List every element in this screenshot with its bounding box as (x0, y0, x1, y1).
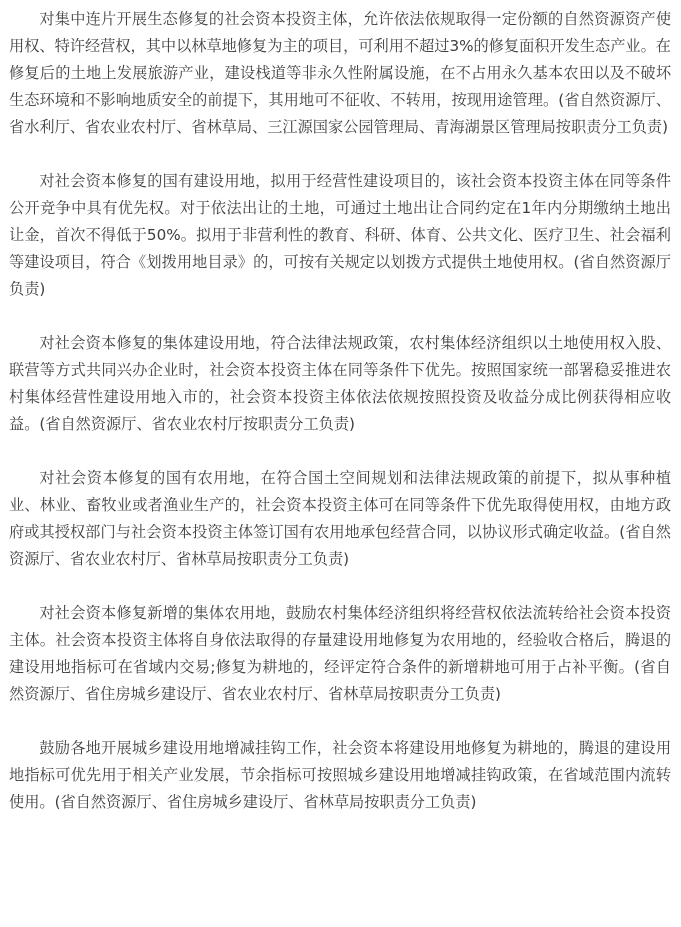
paragraph-state-construction-land: 对社会资本修复的国有建设用地，拟用于经营性建设项目的，该社会资本投资主体在同等条件公开竞争中具有优先权。对于依法出让的土地，可通过土地出让合同约定在1年内分期缴纳土地出让金，首次不得低于50%。拟用于非营利性的教育、科研、体育、公共文化、医疗卫生、社会福利等建设项目，符合《划拨用地目录》的，可按有关规定以划拨方式提供土地使用权。(省自然资源厅负责) (9, 172, 671, 298)
paragraph-collective-construction-land: 对社会资本修复的集体建设用地，符合法律法规政策，农村集体经济组织以土地使用权入股、联营等方式共同兴办企业时，社会资本投资主体在同等条件下优先。按照国家统一部署稳妥推进农村集体经营性建设用地入市的，社会资本投资主体依法依规按照投资及收益分成比例获得相应收益。(省自然资源厅、省农业农村厅按职责分工负责) (9, 334, 671, 433)
paragraph-collective-agricultural-land: 对社会资本修复新增的集体农用地，鼓励农村集体经济组织将经营权依法流转给社会资本投资主体。社会资本投资主体将自身依法取得的存量建设用地修复为农用地的，经验收合格后，腾退的建设用地指标可在省域内交易;修复为耕地的，经评定符合条件的新增耕地可用于占补平衡。(省自然资源厅、省住房城乡建设厅、省农业农村厅、省林草局按职责分工负责) (9, 604, 671, 703)
paragraph-land-linkage: 鼓励各地开展城乡建设用地增减挂钩工作，社会资本将建设用地修复为耕地的，腾退的建设用地指标可优先用于相关产业发展，节余指标可按照城乡建设用地增减挂钩政策，在省域范围内流转使用。(省自然资源厅、省住房城乡建设厅、省林草局按职责分工负责) (9, 739, 671, 811)
paragraph-state-agricultural-land: 对社会资本修复的国有农用地，在符合国土空间规划和法律法规政策的前提下，拟从事种植业、林业、畜牧业或者渔业生产的，社会资本投资主体可在同等条件下优先取得使用权，由地方政府或其授权部门与社会资本投资主体签订国有农用地承包经营合同，以协议形式确定收益。(省自然资源厅、省农业农村厅、省林草局按职责分工负责) (9, 469, 671, 568)
paragraph-resource-rights: 对集中连片开展生态修复的社会资本投资主体，允许依法依规取得一定份额的自然资源资产使用权、特许经营权，其中以林草地修复为主的项目，可利用不超过3%的修复面积开发生态产业。在修复后的土地上发展旅游产业，建设栈道等非永久性附属设施，在不占用永久基本农田以及不破坏生态环境和不影响地质安全的前提下，其用地可不征收、不转用，按现用途管理。(省自然资源厅、省水利厅、省农业农村厅、省林草局、三江源国家公园管理局、青海湖景区管理局按职责分工负责) (9, 10, 671, 136)
article-body (9, 6, 671, 843)
